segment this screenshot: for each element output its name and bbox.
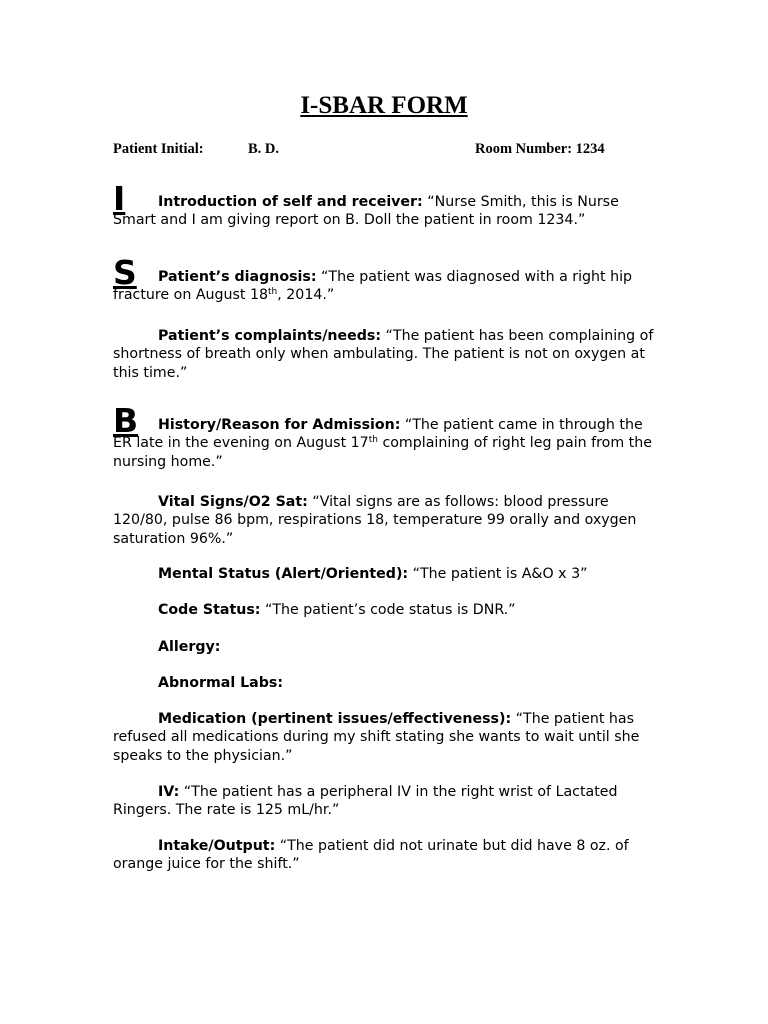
diagnosis-label: Patient’s diagnosis: bbox=[158, 269, 317, 285]
complaints-text: “The patient has been complaining of shortness of breath only when ambulating. The patient is not on oxygen at this time.” bbox=[113, 328, 654, 381]
vitals-paragraph bbox=[113, 493, 658, 548]
patient-initial-label: Patient Initial: bbox=[113, 141, 204, 157]
allergy-paragraph bbox=[113, 638, 658, 656]
history-label: History/Reason for Admission: bbox=[158, 417, 401, 433]
introduction-paragraph bbox=[113, 193, 658, 230]
code-status-label: Code Status: bbox=[158, 602, 261, 618]
medication-paragraph bbox=[113, 710, 658, 765]
diagnosis-text-end: , 2014.” bbox=[277, 287, 335, 304]
iv-paragraph bbox=[113, 783, 658, 820]
iv-text: “The patient has a peripheral IV in the right wrist of Lactated Ringers. The rate is 125 mL/hr.” bbox=[113, 784, 618, 819]
code-status-paragraph bbox=[113, 601, 658, 619]
abnormal-labs-label: Abnormal Labs: bbox=[158, 675, 284, 691]
diagnosis-paragraph bbox=[113, 268, 658, 305]
vitals-text: “Vital signs are as follows: blood pressure 120/80, pulse 86 bpm, respirations 18, temperature 99 orally and oxygen saturation 96%.” bbox=[113, 494, 637, 547]
history-text: “The patient came in through the ER late in the evening on August 17 bbox=[113, 417, 643, 452]
patient-initial-value: B. D. bbox=[248, 141, 280, 157]
iv-label: IV: bbox=[158, 784, 180, 800]
mental-status-text: “The patient is A&O x 3” bbox=[408, 566, 588, 582]
introduction-label: Introduction of self and receiver: bbox=[158, 194, 423, 210]
history-superscript: th bbox=[368, 435, 378, 446]
mental-status-label: Mental Status (Alert/Oriented): bbox=[158, 566, 409, 582]
intake-output-text: “The patient did not urinate but did have 8 oz. of orange juice for the shift.” bbox=[113, 838, 629, 873]
room-number: Room Number: 1234 bbox=[475, 141, 605, 157]
code-status-text: “The patient’s code status is DNR.” bbox=[260, 602, 516, 618]
diagnosis-text: “The patient was diagnosed with a right hip fracture on August 18 bbox=[113, 269, 633, 304]
section-letter-i: I bbox=[113, 179, 126, 218]
intake-output-paragraph bbox=[113, 837, 658, 874]
mental-status-paragraph bbox=[113, 565, 658, 583]
section-letter-s: S bbox=[113, 253, 137, 292]
history-paragraph bbox=[113, 416, 658, 471]
section-letter-b: B bbox=[113, 401, 139, 440]
allergy-label: Allergy: bbox=[158, 639, 221, 655]
abnormal-labs-paragraph bbox=[113, 674, 658, 692]
medication-text: “The patient has refused all medications during my shift stating she wants to wait until she speaks to the physician.” bbox=[113, 711, 640, 764]
diagnosis-superscript: th bbox=[268, 287, 278, 298]
complaints-paragraph bbox=[113, 327, 658, 382]
intake-output-label: Intake/Output: bbox=[158, 838, 276, 854]
form-title: I-SBAR FORM bbox=[300, 92, 468, 119]
history-text-end: complaining of right leg pain from the nursing home.” bbox=[113, 435, 652, 470]
medication-label: Medication (pertinent issues/effectiveness): bbox=[158, 711, 512, 727]
vitals-label: Vital Signs/O2 Sat: bbox=[158, 494, 308, 510]
complaints-label: Patient’s complaints/needs: bbox=[158, 328, 382, 344]
introduction-text: “Nurse Smith, this is Nurse Smart and I am giving report on B. Doll the patient in room 1234.” bbox=[113, 194, 619, 229]
